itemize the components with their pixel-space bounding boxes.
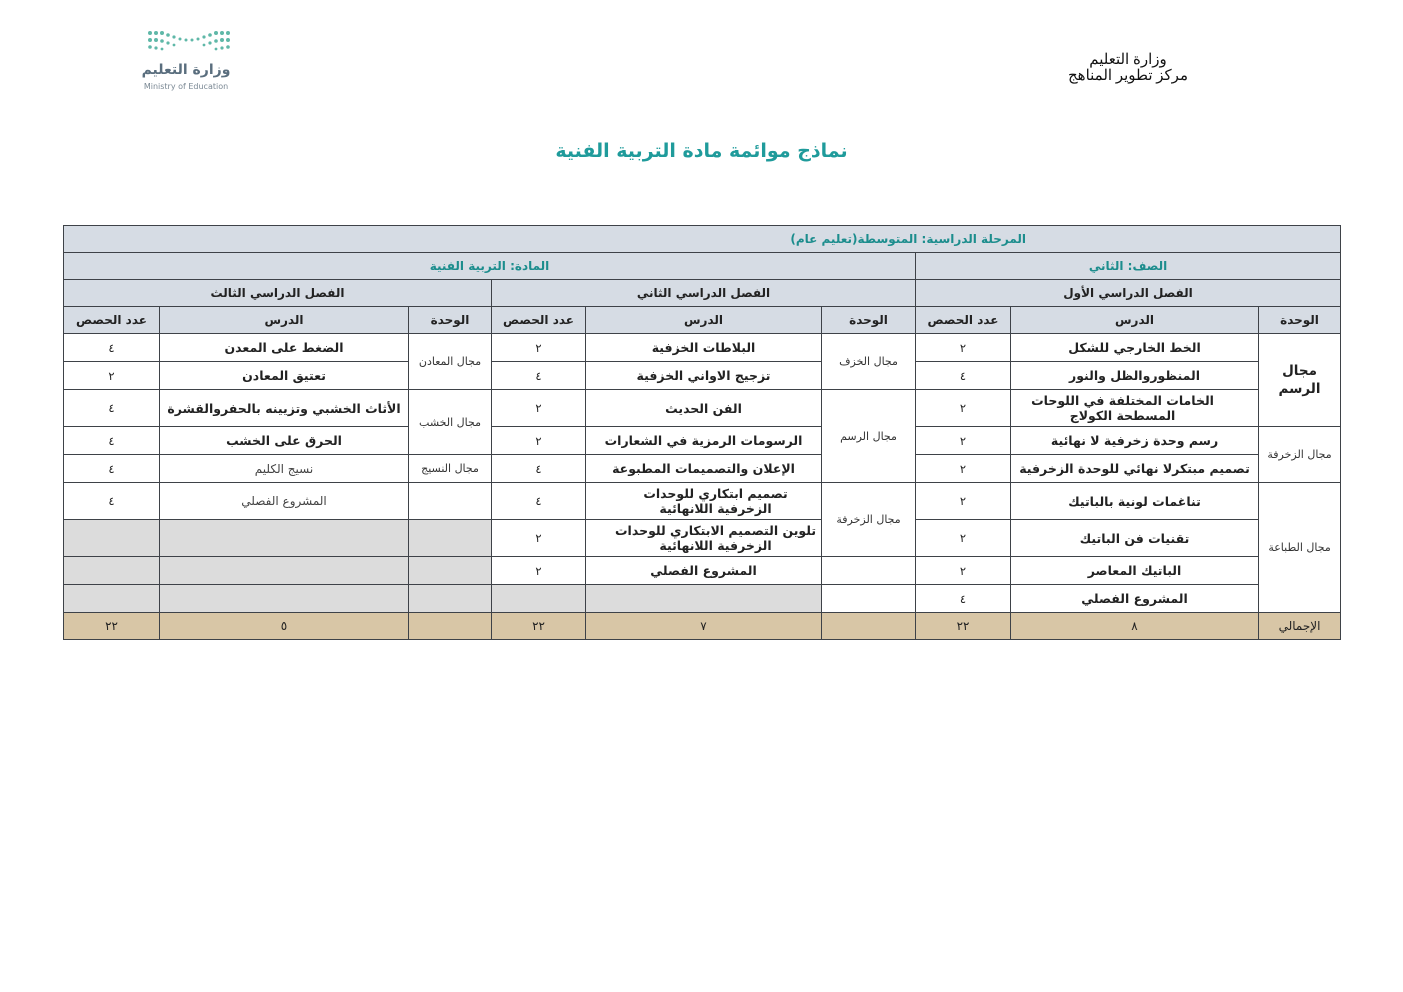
col-unit-3: الوحدة [409,307,492,334]
t2-count: ٢ [492,520,586,557]
empty-cell [492,585,586,613]
t3-total-count: ٢٢ [64,613,160,640]
t2-lesson: تزجيج الاواني الخزفية [586,362,822,390]
t1-count: ٢ [916,557,1011,585]
empty-cell [409,585,492,613]
t3-unit-wood: مجال الخشب [409,390,492,455]
t2-count: ٢ [492,427,586,455]
total-label: الإجمالي [1259,613,1341,640]
t2-count: ٤ [492,455,586,483]
term2-header: الفصل الدراسي الثاني [492,280,916,307]
totals-row [64,613,1341,640]
track-label: (تعليم عام) [790,232,858,246]
empty-cell [586,585,822,613]
t2-unit-decoration: مجال الزخرفة [822,483,916,557]
t2-lesson: المشروع الفصلي [586,557,822,585]
col-unit-2: الوحدة [822,307,916,334]
col-lesson-1: الدرس [1011,307,1259,334]
logo-arabic-text: وزارة التعليم [141,62,231,78]
t1-lesson: الخامات المختلفة في اللوحات المسطحة الكولاج [1011,390,1259,427]
t1-count: ٢ [916,520,1011,557]
term3-header: الفصل الدراسي الثالث [64,280,492,307]
t3-count: ٤ [64,455,160,483]
t1-count: ٢ [916,390,1011,427]
col-count-1: عدد الحصص [916,307,1011,334]
t2-unit-empty [822,557,916,585]
col-lesson-3: الدرس [160,307,409,334]
t2-unit-ceramics: مجال الخزف [822,334,916,390]
page-title: نماذج موائمة مادة التربية الفنية [555,140,848,162]
t1-unit-drawing: مجال الرسم [1259,334,1341,427]
table-row [64,390,1341,427]
table-row [64,557,1341,585]
empty-cell [160,585,409,613]
t1-count: ٤ [916,362,1011,390]
t3-lesson: تعتيق المعادن [160,362,409,390]
t3-count: ٤ [64,334,160,362]
t2-unit-drawing: مجال الرسم [822,390,916,483]
t3-count: ٤ [64,483,160,520]
t3-total-lessons: ٥ [160,613,409,640]
ministry-logo [140,26,240,96]
ministry-header [1068,52,1188,84]
t2-count: ٢ [492,390,586,427]
t3-lesson: نسيج الكليم [160,455,409,483]
t1-total-count: ٢٢ [916,613,1011,640]
t3-unit-empty [409,483,492,520]
t2-total-lessons: ٧ [586,613,822,640]
t2-count: ٢ [492,557,586,585]
t1-lesson: تقنيات فن الباتيك [1011,520,1259,557]
t2-count: ٢ [492,334,586,362]
empty-cell [160,520,409,557]
t1-lesson: المشروع الفصلي [1011,585,1259,613]
ministry-dots-logo-icon [146,28,232,54]
t1-unit-decoration: مجال الزخرفة [1259,427,1341,483]
stage-row [64,226,1341,253]
col-lesson-2: الدرس [586,307,822,334]
t2-lesson: الإعلان والتصميمات المطبوعة [586,455,822,483]
col-count-3: عدد الحصص [64,307,160,334]
t2-lesson: البلاطات الخزفية [586,334,822,362]
t3-total-unit [409,613,492,640]
empty-cell [160,557,409,585]
empty-cell [64,585,160,613]
t3-count: ٤ [64,427,160,455]
logo-english-text: Ministry of Education [143,82,229,91]
t1-unit-printing: مجال الطباعة [1259,483,1341,613]
t3-count: ٢ [64,362,160,390]
col-count-2: عدد الحصص [492,307,586,334]
t1-count: ٢ [916,455,1011,483]
t1-lesson: تصميم مبتكرلا نهائي للوحدة الزخرفية [1011,455,1259,483]
t2-lesson: تلوين التصميم الابتكاري للوحدات الزخرفية اللانهائية [586,520,822,557]
table-row [64,483,1341,520]
t1-lesson: المنظوروالظل والنور [1011,362,1259,390]
table-row [64,427,1341,455]
grade-label: الصف: الثاني [916,253,1341,280]
t2-lesson: تصميم ابتكاري للوحدات الزخرفية اللانهائية [586,483,822,520]
subject-label: المادة: التربية الفنية [64,253,916,280]
ministry-line-1: وزارة التعليم [1089,52,1167,68]
table-row [64,455,1341,483]
t2-total-unit [822,613,916,640]
ministry-line-2: مركز تطوير المناهج [1067,68,1188,84]
t3-lesson: الضغط على المعدن [160,334,409,362]
t1-count: ٢ [916,483,1011,520]
term1-header: الفصل الدراسي الأول [916,280,1341,307]
t3-lesson: الأثاث الخشبي وتزيينه بالحفروالقشرة [160,390,409,427]
t3-unit-textile: مجال النسيج [409,455,492,483]
table-row [64,362,1341,390]
stage-label: المرحلة الدراسية: المتوسطة [857,232,1027,246]
empty-cell [409,520,492,557]
col-unit-1: الوحدة [1259,307,1341,334]
t1-count: ٢ [916,427,1011,455]
t2-unit-empty [822,585,916,613]
empty-cell [64,557,160,585]
empty-cell [409,557,492,585]
table-row [64,334,1341,362]
empty-cell [64,520,160,557]
t1-lesson: تناغمات لونية بالباتيك [1011,483,1259,520]
t1-lesson: رسم وحدة زخرفية لا نهائية [1011,427,1259,455]
t1-lesson: الباتيك المعاصر [1011,557,1259,585]
t2-lesson: الرسومات الرمزية في الشعارات [586,427,822,455]
table-row [64,585,1341,613]
t3-unit-metals: مجال المعادن [409,334,492,390]
column-headers-row [64,307,1341,334]
grade-row [64,253,1341,280]
t3-count: ٤ [64,390,160,427]
curriculum-table [63,225,1341,640]
t2-count: ٤ [492,362,586,390]
t1-lesson: الخط الخارجي للشكل [1011,334,1259,362]
t3-lesson: الحرق على الخشب [160,427,409,455]
terms-row [64,280,1341,307]
t2-count: ٤ [492,483,586,520]
t3-lesson: المشروع الفصلي [160,483,409,520]
t1-count: ٢ [916,334,1011,362]
table-row [64,520,1341,557]
t2-lesson: الفن الحديث [586,390,822,427]
t2-total-count: ٢٢ [492,613,586,640]
t1-total-lessons: ٨ [1011,613,1259,640]
t1-count: ٤ [916,585,1011,613]
